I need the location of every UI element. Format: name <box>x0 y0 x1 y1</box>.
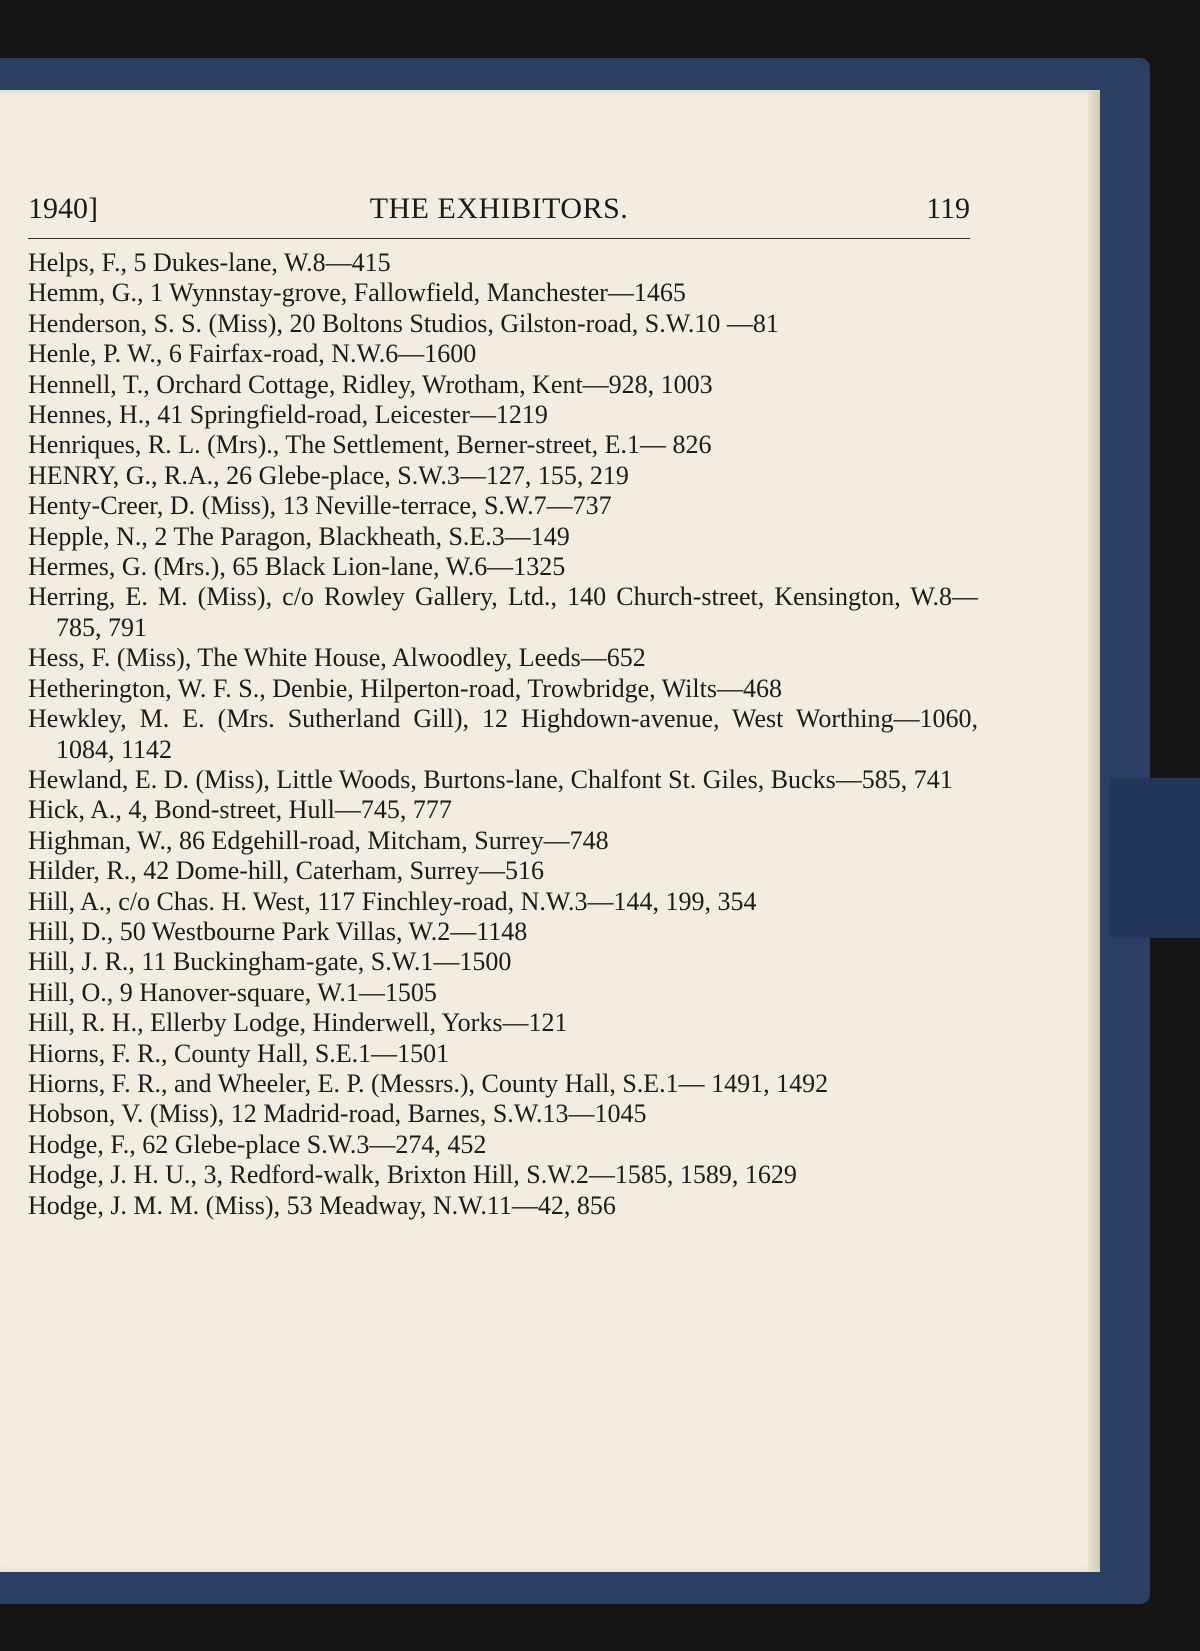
page-number: 119 <box>926 192 970 225</box>
exhibitor-entry: Hill, O., 9 Hanover-square, W.1—1505 <box>28 977 437 1007</box>
header-rule <box>28 238 970 239</box>
exhibitor-entry: Henderson, S. S. (Miss), 20 Boltons Studios, Gilston-road, S.W.10 —81 <box>28 308 779 338</box>
exhibitor-entry: Hodge, J. H. U., 3, Redford-walk, Brixton Hill, S.W.2—1585, 1589, 1629 <box>28 1160 797 1190</box>
exhibitor-entry: Hiorns, F. R., County Hall, S.E.1—1501 <box>28 1038 450 1068</box>
exhibitor-entry: Highman, W., 86 Edgehill-road, Mitcham, Surrey—748 <box>28 825 609 855</box>
header-year: 1940] <box>28 192 98 225</box>
exhibitor-entry: Hennes, H., 41 Springfield-road, Leicester—1219 <box>28 400 548 430</box>
exhibitor-entry: Hill, D., 50 Westbourne Park Villas, W.2—1148 <box>28 916 528 946</box>
exhibitor-entry: Hill, J. R., 11 Buckingham-gate, S.W.1—1500 <box>28 947 512 977</box>
exhibitor-entry: Hill, R. H., Ellerby Lodge, Hinderwell, Yorks—121 <box>28 1008 568 1038</box>
exhibitor-entry: Henle, P. W., 6 Fairfax-road, N.W.6—1600 <box>28 339 477 369</box>
exhibitor-entry: Hobson, V. (Miss), 12 Madrid-road, Barnes, S.W.13—1045 <box>28 1099 647 1129</box>
exhibitor-entry: Hill, A., c/o Chas. H. West, 117 Finchley-road, N.W.3—144, 199, 354 <box>28 886 757 916</box>
exhibitor-entry: Herring, E. M. (Miss), c/o Rowley Gallery, Ltd., 140 Church-street, Kensington, W.8—785, 791 <box>28 582 978 642</box>
exhibitor-entry: Helps, F., 5 Dukes-lane, W.8—415 <box>28 248 391 277</box>
exhibitor-entry: Hewland, E. D. (Miss), Little Woods, Burtons-lane, Chalfont St. Giles, Bucks—585, 741 <box>28 764 953 794</box>
exhibitor-entry: Hilder, R., 42 Dome-hill, Caterham, Surrey—516 <box>28 856 544 886</box>
exhibitor-entry: Hemm, G., 1 Wynnstay-grove, Fallowfield, Manchester—1465 <box>28 278 686 308</box>
exhibitor-entry: Hess, F. (Miss), The White House, Alwoodley, Leeds—652 <box>28 643 646 673</box>
exhibitor-entry: Hodge, F., 62 Glebe-place S.W.3—274, 452 <box>28 1129 487 1159</box>
page-edge <box>1088 92 1100 1570</box>
cover-strap <box>1110 778 1200 938</box>
running-header <box>28 192 970 232</box>
exhibitor-list <box>28 248 978 1221</box>
exhibitor-entry: Hetherington, W. F. S., Denbie, Hilperton-road, Trowbridge, Wilts—468 <box>28 673 782 703</box>
header-title: THE EXHIBITORS. <box>369 192 629 225</box>
exhibitor-entry: Hermes, G. (Mrs.), 65 Black Lion-lane, W.6—1325 <box>28 552 566 582</box>
exhibitor-entry: Hennell, T., Orchard Cottage, Ridley, Wrotham, Kent—928, 1003 <box>28 369 713 399</box>
exhibitor-entry: Hick, A., 4, Bond-street, Hull—745, 777 <box>28 795 452 825</box>
exhibitor-entry: Hepple, N., 2 The Paragon, Blackheath, S.E.3—149 <box>28 521 570 551</box>
exhibitor-entry: HENRY, G., R.A., 26 Glebe-place, S.W.3—127, 155, 219 <box>28 460 629 490</box>
exhibitor-entry: Hewkley, M. E. (Mrs. Sutherland Gill), 12 Highdown-avenue, West Worthing—1060, 1084, 1142 <box>28 704 978 764</box>
exhibitor-entry: Hodge, J. M. M. (Miss), 53 Meadway, N.W.11—42, 856 <box>28 1190 616 1220</box>
exhibitor-entry: Henty-Creer, D. (Miss), 13 Neville-terrace, S.W.7—737 <box>28 491 612 521</box>
exhibitor-entry: Hiorns, F. R., and Wheeler, E. P. (Messrs.), County Hall, S.E.1— 1491, 1492 <box>28 1068 829 1098</box>
exhibitor-entry: Henriques, R. L. (Mrs)., The Settlement, Berner-street, E.1— 826 <box>28 430 712 460</box>
